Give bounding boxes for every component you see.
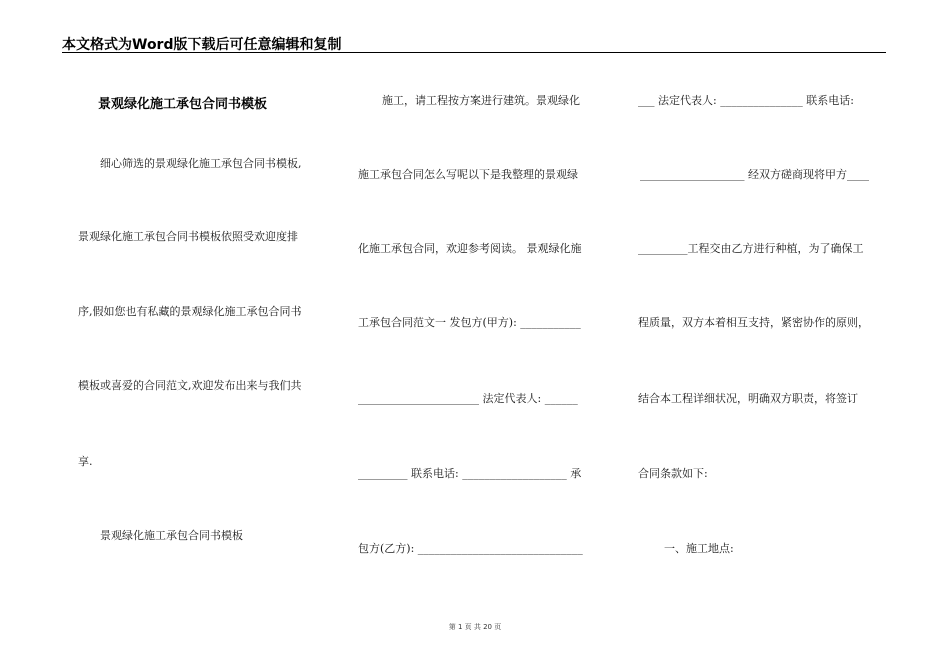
column2-line: 施工，请工程按方案进行建筑。景观绿化 <box>382 94 580 107</box>
column3-line: 合同条款如下: <box>638 467 708 480</box>
column3-line: _________工程交由乙方进行种植，为了确保工 <box>638 242 864 255</box>
column1-line: 模板或喜爱的合同范文,欢迎发布出来与我们共 <box>78 379 302 392</box>
column2-line: 工承包合同范文一 发包方(甲方): ___________ <box>358 316 581 329</box>
column1-line: 细心筛选的景观绿化施工承包合同书模板, <box>100 157 302 170</box>
column3-line: 结合本工程详细状况，明确双方职责，将签订 <box>638 392 858 405</box>
column3-line: ___________________ 经双方磋商现将甲方____ <box>640 168 869 181</box>
header-divider <box>62 52 886 53</box>
column1-line: 序,假如您也有私藏的景观绿化施工承包合同书 <box>78 305 302 318</box>
column3-line: 程质量，双方本着相互支持，紧密协作的原则， <box>638 316 869 329</box>
page-number: 第 1 页 共 20 页 <box>448 623 502 631</box>
column2-line: 施工承包合同怎么写呢以下是我整理的景观绿 <box>358 168 578 181</box>
column2-line: 包方(乙方): ______________________________ <box>358 542 583 555</box>
column2-line: _________ 联系电话: ___________________ 承 <box>358 467 582 480</box>
column2-line: ______________________ 法定代表人: ______ <box>358 392 578 405</box>
document-title: 景观绿化施工承包合同书模板 <box>98 97 268 112</box>
column2-line: 化施工承包合同，欢迎参考阅读。 景观绿化施 <box>358 242 582 255</box>
column1-line: 享. <box>78 455 93 468</box>
column1-subheading: 景观绿化施工承包合同书模板 <box>100 529 243 542</box>
column3-line: 一、施工地点: <box>664 542 734 555</box>
column1-line: 景观绿化施工承包合同书模板依照受欢迎度排 <box>78 230 298 243</box>
document-header: 本文格式为Word版下载后可任意编辑和复制 <box>62 37 342 53</box>
column3-line: ___ 法定代表人: _______________ 联系电话: <box>638 94 854 107</box>
